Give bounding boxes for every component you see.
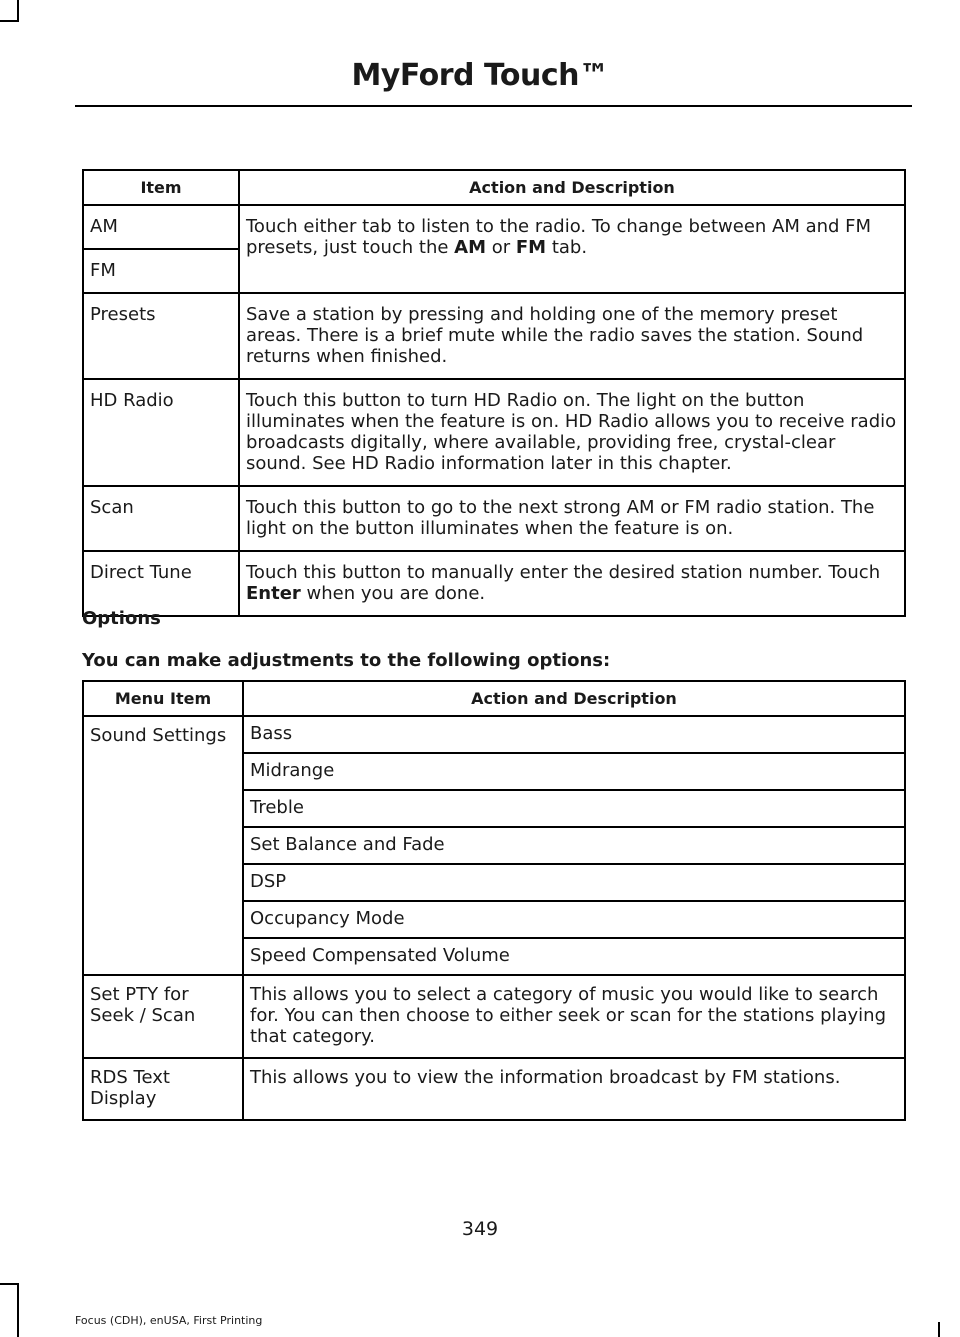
column-header-action: Action and Description: [239, 170, 905, 205]
radio-controls-table: [82, 169, 906, 617]
column-header-item: Item: [83, 170, 239, 205]
sub-item-cell: Occupancy Mode: [243, 901, 905, 938]
sub-item-cell: Midrange: [243, 753, 905, 790]
column-header-menu-item: Menu Item: [83, 681, 243, 716]
table-row: [83, 716, 905, 753]
item-cell: HD Radio: [83, 379, 239, 486]
column-header-action: Action and Description: [243, 681, 905, 716]
item-cell: Direct Tune: [83, 551, 239, 616]
table-header-row: [83, 681, 905, 716]
description-text: or: [486, 237, 516, 258]
description-cell: This allows you to view the information broadcast by FM stations.: [243, 1058, 905, 1120]
sub-item-cell: Treble: [243, 790, 905, 827]
bold-term: AM: [454, 237, 487, 258]
sub-item-cell: Set Balance and Fade: [243, 827, 905, 864]
table-row: [83, 975, 905, 1058]
item-cell: Presets: [83, 293, 239, 379]
item-cell-am: AM: [83, 205, 239, 249]
description-cell: Save a station by pressing and holding one of the memory preset areas. There is a brief mute while the radio saves the station. Sound returns when finished.: [239, 293, 905, 379]
bold-term: FM: [515, 237, 547, 258]
table-row: [83, 293, 905, 379]
item-cell-sound-settings: Sound Settings: [83, 716, 243, 975]
description-cell: Touch this button to go to the next strong AM or FM radio station. The light on the button illuminates when the feature is on.: [239, 486, 905, 551]
table-header-row: [83, 170, 905, 205]
description-text: tab.: [546, 237, 588, 258]
page-number: 349: [461, 1218, 499, 1240]
description-cell: Touch this button to turn HD Radio on. The light on the button illuminates when the feature is on. HD Radio allows you to receive radio broadcasts digitally, where available, providing free, crystal-clear sound. See HD Radio information later in this chapter.: [239, 379, 905, 486]
bold-term: Enter: [246, 583, 301, 604]
page-title: MyFord Touch™: [351, 58, 609, 93]
table-row: [83, 551, 905, 616]
table-row: [83, 205, 905, 249]
crop-mark: [17, 1283, 19, 1337]
item-cell: RDS Text Display: [83, 1058, 243, 1120]
description-cell: This allows you to select a category of music you would like to search for. You can then choose to either seek or scan for the stations playing that category.: [243, 975, 905, 1058]
crop-mark: [17, 0, 19, 22]
table-row: [83, 486, 905, 551]
edition-footer: Focus (CDH), enUSA, First Printing: [75, 1314, 263, 1327]
section-heading: Options: [82, 608, 161, 629]
item-cell: Set PTY for Seek / Scan: [83, 975, 243, 1058]
crop-mark: [0, 20, 19, 22]
section-intro: You can make adjustments to the following options:: [82, 650, 611, 671]
description-text: when you are done.: [300, 583, 486, 604]
item-cell: Scan: [83, 486, 239, 551]
header-divider: [75, 105, 912, 107]
sub-item-cell: Speed Compensated Volume: [243, 938, 905, 975]
sub-item-cell: DSP: [243, 864, 905, 901]
table-row: [83, 379, 905, 486]
crop-mark: [938, 1322, 940, 1337]
description-cell-am-fm: [239, 205, 905, 293]
crop-mark: [0, 1283, 19, 1285]
description-text: Touch this button to manually enter the desired station number. Touch: [246, 562, 881, 583]
item-cell-fm: FM: [83, 249, 239, 293]
description-text: Touch either tab to listen to the radio. To change between AM and FM presets, just touch the: [246, 216, 872, 258]
description-cell: [239, 551, 905, 616]
options-table: [82, 680, 906, 1121]
sub-item-cell: Bass: [243, 716, 905, 753]
table-row: [83, 1058, 905, 1120]
